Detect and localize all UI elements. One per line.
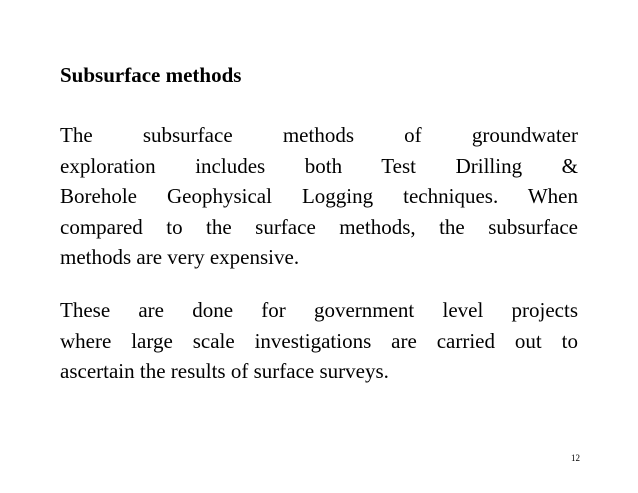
paragraph-line: These are done for government level projects bbox=[60, 298, 578, 322]
paragraph-line: exploration includes both Test Drilling & bbox=[60, 153, 578, 178]
paragraph-line: ascertain the results of surface surveys. bbox=[60, 359, 389, 383]
slide-heading: Subsurface methods bbox=[60, 63, 242, 87]
paragraph-line: The subsurface methods of groundwater bbox=[60, 123, 578, 147]
paragraph-methods-description bbox=[60, 120, 578, 273]
paragraph-line: compared to the surface methods, the subsurface bbox=[60, 214, 578, 239]
paragraph-line: methods are very expensive. bbox=[60, 245, 300, 269]
page-number: 12 bbox=[571, 453, 580, 463]
paragraph-line: where large scale investigations are carried out to bbox=[60, 328, 578, 353]
paragraph-projects-description bbox=[60, 295, 578, 387]
paragraph-line: Borehole Geophysical Logging techniques. When bbox=[60, 184, 578, 208]
